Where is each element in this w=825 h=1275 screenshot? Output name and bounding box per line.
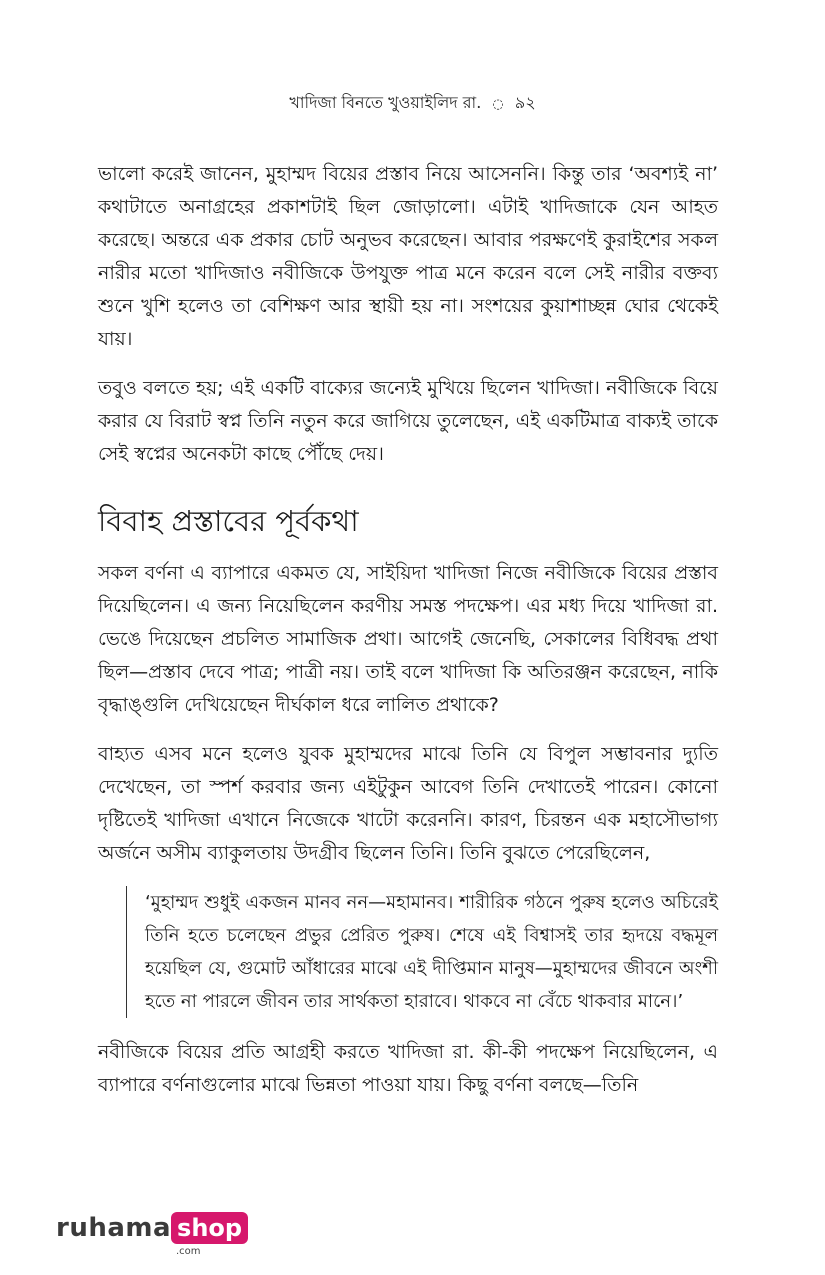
page-number: ৯২ xyxy=(514,93,536,112)
logo-text-shop: shop xyxy=(171,1212,248,1244)
ruhamashop-logo xyxy=(56,1212,248,1257)
paragraph-5: নবীজিকে বিয়ের প্রতি আগ্রহী করতে খাদিজা রা. কী-কী পদক্ষেপ নিয়েছিলেন, এ ব্যাপারে বর্ণনাগুলোর মাঝে ভিন্নতা পাওয়া যায়। কিছু বর্ণনা বলছে—তিনি xyxy=(98,1041,718,1096)
block-quote: ‘মুহাম্মদ শুধুই একজন মানব নন—মহামানব। শারীরিক গঠনে পুরুষ হলেও অচিরেই তিনি হতে চলেছেন প্রভুর প্রেরিত পুরুষ। শেষে এই বিশ্বাসই তার হৃদয়ে বদ্ধমূল হয়েছিল যে, গুমোট আঁধারের মাঝে এই দীপ্তিমান মানুষ—মুহাম্মদের জীবনে অংশী হতে না পারলে জীবন তার সার্থকতা হারাবে। থাকবে না বেঁচে থাকবার মানে।’ xyxy=(126,886,718,1018)
running-head-title: খাদিজা বিনতে খুওয়াইলিদ রা. xyxy=(289,93,482,112)
running-head xyxy=(0,90,825,117)
section-heading: বিবাহ প্রস্তাবের পূর্বকথা xyxy=(98,504,359,538)
separator-icon: ◌ xyxy=(492,97,504,112)
paragraph-3: সকল বর্ণনা এ ব্যাপারে একমত যে, সাইয়িদা খাদিজা নিজে নবীজিকে বিয়ের প্রস্তাব দিয়েছিলেন। এ জন্য নিয়েছিলেন করণীয় সমস্ত পদক্ষেপ। এর মধ্য দিয়ে খাদিজা রা. ভেঙে দিয়েছেন প্রচলিত সামাজিক প্রথা। আগেই জেনেছি, সেকালের বিধিবদ্ধ প্রথা ছিল—প্রস্তাব দেবে পাত্র; পাত্রী নয়। তাই বলে খাদিজা কি অতিরঞ্জন করেছেন, নাকি বৃদ্ধাঙ্গুলি দেখিয়েছেন দীর্ঘকাল ধরে লালিত প্রথাকে? xyxy=(98,562,719,716)
paragraph-1: ভালো করেই জানেন, মুহাম্মদ বিয়ের প্রস্তাব নিয়ে আসেননি। কিন্তু তার ‘অবশ্যই না’ কথাটাতে অনাগ্রহের প্রকাশটাই ছিল জোড়ালো। এটাই খাদিজাকে যেন আহত করেছে। অন্তরে এক প্রকার চোট অনুভব করেছেন। আবার পরক্ষণেই কুরাইশের সকল নারীর মতো খাদিজাও নবীজিকে উপযুক্ত পাত্র মনে করেন বলে সেই নারীর বক্তব্য শুনে খুশি হলেও তা বেশিক্ষণ আর স্থায়ী হয় না। সংশয়ের কুয়াশাচ্ছন্ন ঘোর থেকেই যায়। xyxy=(98,163,718,350)
body-text xyxy=(98,158,718,1118)
logo-domain: .com xyxy=(176,1246,201,1257)
paragraph-2: তবুও বলতে হয়; এই একটি বাক্যের জন্যেই মুখিয়ে ছিলেন খাদিজা। নবীজিকে বিয়ে করার যে বিরাট স্বপ্ন তিনি নতুন করে জাগিয়ে তুলেছেন, এই একটিমাত্র বাক্যই তাকে সেই স্বপ্নের অনেকটা কাছে পৌঁছে দেয়। xyxy=(98,377,718,465)
paragraph-4: বাহ্যত এসব মনে হলেও যুবক মুহাম্মদের মাঝে তিনি যে বিপুল সম্ভাবনার দ্যুতি দেখেছেন, তা স্পর্শ করবার জন্য এইটুকুন আবেগ তিনি দেখাতেই পারেন। কোনো দৃষ্টিতেই খাদিজা এখানে নিজেকে খাটো করেননি। কারণ, চিরন্তন এক মহাসৌভাগ্য অর্জনে অসীম ব্যাকুলতায় উদগ্রীব ছিলেন তিনি। তিনি বুঝতে পেরেছিলেন, xyxy=(98,743,718,864)
logo-text-ruhama: ruhama xyxy=(56,1213,172,1243)
